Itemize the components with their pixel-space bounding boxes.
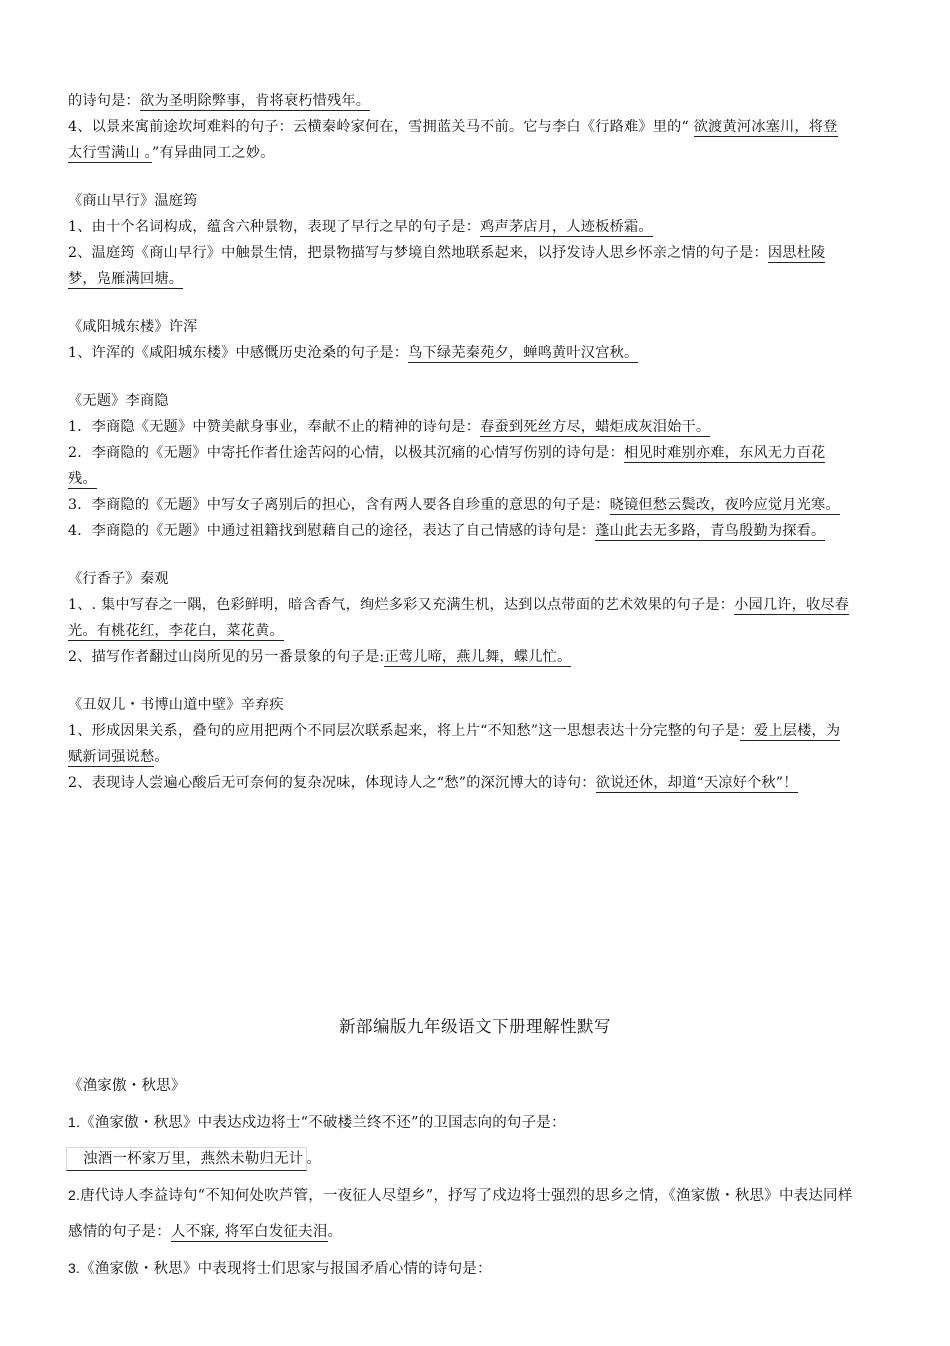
section2 xyxy=(68,1068,858,1287)
answer-blank: 欲为圣明除弊事，肯将衰朽惜残年。 xyxy=(139,93,371,109)
question-line xyxy=(68,414,850,440)
answer-blank: 因思杜陵梦，凫雁满回塘。 xyxy=(68,245,826,287)
answer-blank: 蓬山此去无多路，青鸟殷勤为探看。 xyxy=(595,523,826,539)
question-line xyxy=(68,440,850,492)
answer-blank: 鸟下绿芜秦苑夕，蝉鸣黄叶汉宫秋。 xyxy=(408,345,639,361)
question-text: 4、以景来寓前途坎坷难料的句子：云横秦岭家何在，雪拥蓝关马不前。它与李白《行路难》里的“ xyxy=(68,119,694,135)
paragraph-gap xyxy=(68,366,850,388)
question-3 xyxy=(68,1250,858,1287)
question-line xyxy=(68,592,850,644)
answer-blank: 晓镜但愁云鬓改，夜吟应觉月光寒。 xyxy=(609,497,840,513)
question-line xyxy=(68,492,850,518)
question-text: 2、温庭筠《商山早行》中触景生情，把景物描写与梦境自然地联系起来，以抒发诗人思乡怀亲之情的句子是： xyxy=(68,245,768,261)
question-text: 3．李商隐的《无题》中写女子离别后的担心，含有两人要各自珍重的意思的句子是： xyxy=(68,497,610,513)
question-number: 2. xyxy=(68,1187,81,1203)
question-text: 1、由十个名词构成，蕴含六种景物，表现了早行之早的句子是： xyxy=(68,219,481,235)
question-1 xyxy=(68,1104,858,1141)
answer-blank: 欲说还休，却道“天凉好个秋”！ xyxy=(595,775,798,791)
question-text: 的诗句是： xyxy=(68,93,140,109)
question-line xyxy=(68,214,850,240)
document-body xyxy=(68,88,850,796)
question-text: 2．李商隐的《无题》中寄托作者仕途苦闷的心情，以极其沉痛的心情写伤别的诗句是： xyxy=(68,445,624,461)
punctuation: 。 xyxy=(154,749,169,765)
question-line xyxy=(68,718,850,770)
answer-blank: 相见时难别亦难，东风无力百花残。 xyxy=(68,445,826,487)
poem-heading: 《咸阳城东楼》许浑 xyxy=(68,319,198,335)
question-text: 1、. 集中写春之一隅，色彩鲜明，暗含香气，绚烂多彩又充满生机，达到以点带面的艺术效果的句子是： xyxy=(68,597,735,613)
answer-blank: 欲渡黄河冰塞川，将登太行雪满山 。 xyxy=(68,119,838,161)
answer-blank: 人不寐, 将军白发征夫泪 xyxy=(170,1224,328,1240)
answer-blank: 正莺儿啼，燕儿舞，蝶儿忙。 xyxy=(384,649,572,665)
question-text: 2、表现诗人尝遍心酸后无可奈何的复杂况味，体现诗人之“愁”的深沉博大的诗句： xyxy=(68,775,596,791)
punctuation: 。 xyxy=(306,1151,322,1167)
poem-heading: 《商山早行》温庭筠 xyxy=(68,193,198,209)
poem-heading: 《无题》李商隐 xyxy=(68,393,169,409)
paragraph-gap xyxy=(68,544,850,566)
section-title: 新部编版九年级语文下册理解性默写 xyxy=(339,1017,611,1036)
poem-heading: 《行香子》秦观 xyxy=(68,571,169,587)
question-text: 1、许浑的《咸阳城东楼》中感慨历史沧桑的句子是： xyxy=(68,345,409,361)
question-line xyxy=(68,240,850,292)
question-text: 唐代诗人李益诗句“不知何处吹芦管，一夜征人尽望乡”，抒写了戍边将士强烈的思乡之情，《渔家傲・秋思》中表达同样感情的句子是： xyxy=(68,1188,853,1240)
question-text: 《渔家傲・秋思》中表达戍边将士“不破楼兰终不还”的卫国志向的句子是： xyxy=(80,1115,566,1131)
answer-blank: 小园几许，收尽春光。有桃花红，李花白，菜花黄。 xyxy=(68,597,850,639)
question-text: 《渔家傲・秋思》中表现将士们思家与报国矛盾心情的诗句是： xyxy=(80,1261,492,1277)
question-number: 1. xyxy=(68,1114,81,1130)
answer-blank: ：爱上层楼，为赋新词强说愁 xyxy=(68,723,841,765)
question-text: 1．李商隐《无题》中赞美献身事业，奉献不止的精神的诗句是： xyxy=(68,419,481,435)
paragraph-gap xyxy=(68,670,850,692)
question-line xyxy=(68,770,850,796)
question-line xyxy=(68,88,850,114)
answer-blank: 鸡声茅店月，人迹板桥霜。 xyxy=(480,219,653,235)
punctuation: 。 xyxy=(327,1224,343,1240)
question-text: 2、描写作者翻过山岗所见的另一番景象的句子是: xyxy=(68,649,385,665)
question-line xyxy=(68,518,850,544)
paragraph-gap xyxy=(68,292,850,314)
poem-heading: 《丑奴儿・书博山道中壁》辛弃疾 xyxy=(68,697,284,713)
question-line xyxy=(68,644,850,670)
answer-1-line xyxy=(68,1141,858,1177)
answer-blank: 春蚕到死丝方尽，蜡炬成灰泪始干。 xyxy=(480,419,711,435)
answer-blank: 浊酒一杯家万里，燕然未勒归无计 xyxy=(66,1147,307,1171)
question-text: 1、形成因果关系，叠句的应用把两个不同层次联系起来，将上片“不知愁”这一思想表达十分完整的句子是 xyxy=(68,723,740,739)
punctuation: ”有异曲同工之妙。 xyxy=(151,145,275,161)
question-line xyxy=(68,340,850,366)
question-number: 3. xyxy=(68,1260,81,1276)
question-text: 4．李商隐的《无题》中通过祖籍找到慰藉自己的途径，表达了自己情感的诗句是： xyxy=(68,523,596,539)
poem-heading: 《渔家傲・秋思》 xyxy=(68,1078,186,1094)
question-line xyxy=(68,114,850,166)
question-2 xyxy=(68,1177,858,1250)
paragraph-gap xyxy=(68,166,850,188)
